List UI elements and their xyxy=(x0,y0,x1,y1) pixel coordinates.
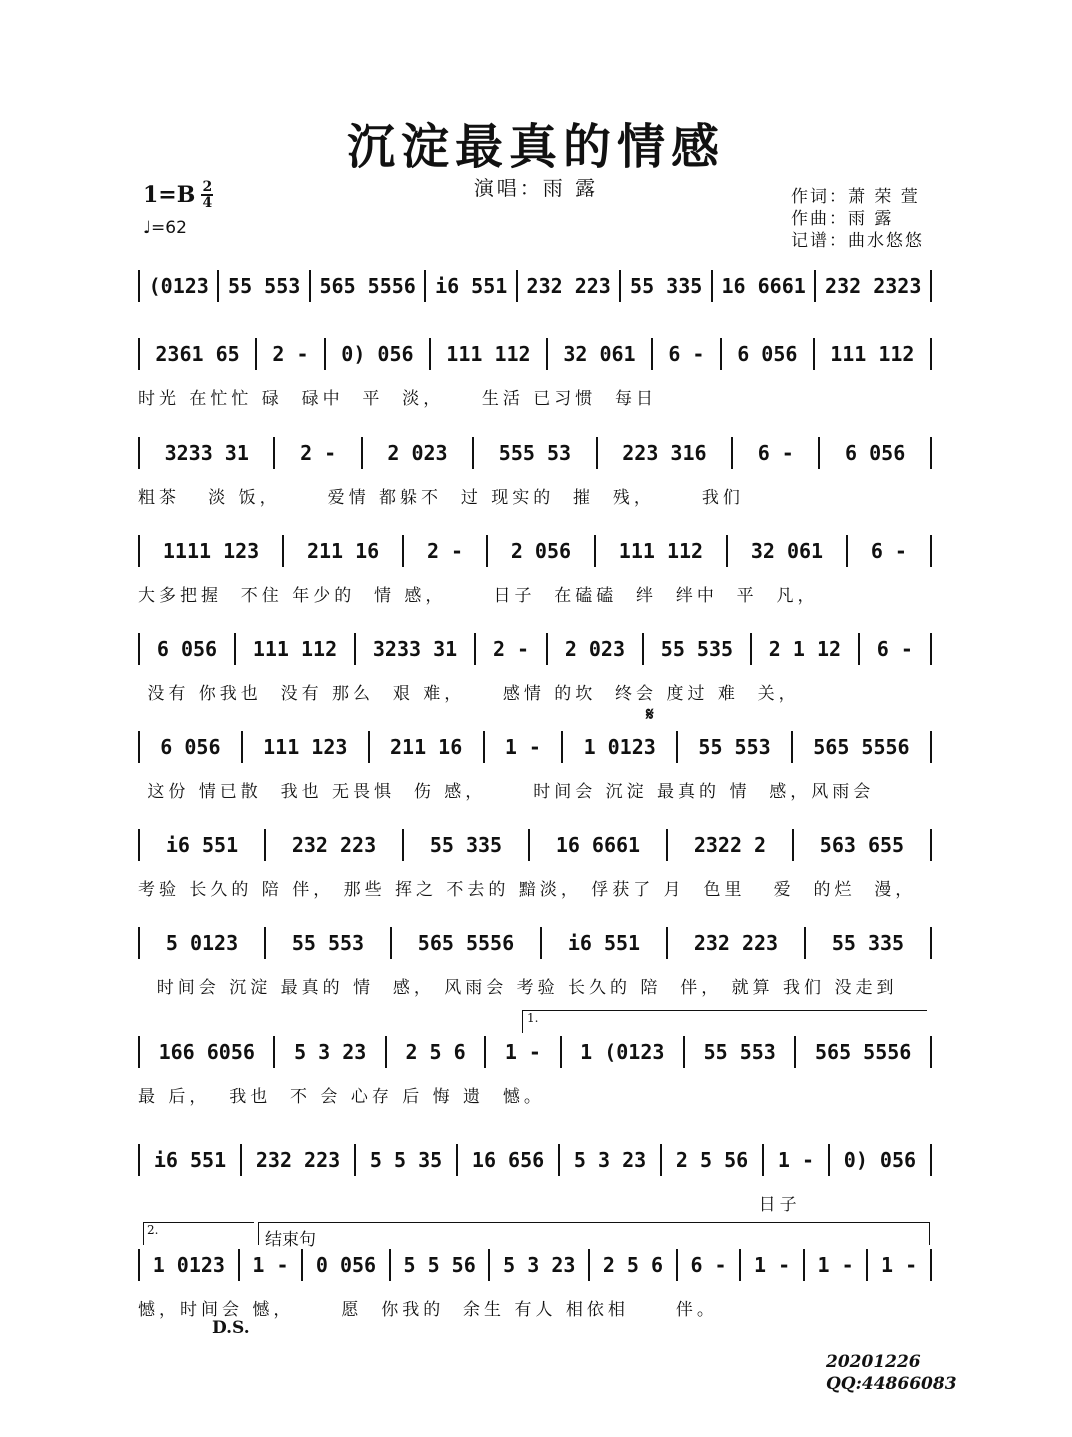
barline xyxy=(930,1249,932,1281)
measure: 6 056 xyxy=(156,637,218,661)
dal-segno-mark: D.S. xyxy=(212,1318,250,1338)
measure: 111 112 xyxy=(446,342,531,366)
barline xyxy=(828,1144,830,1176)
measure: 565 5556 xyxy=(319,274,416,298)
measure: 6 056 xyxy=(737,342,798,366)
barline xyxy=(354,1144,356,1176)
barline xyxy=(138,731,140,763)
barline xyxy=(642,633,644,665)
barline xyxy=(666,829,668,861)
barline xyxy=(138,1249,140,1281)
measure: 5 5 56 xyxy=(403,1253,476,1277)
notation-row xyxy=(138,336,932,372)
lyric-row: 时间会 沉淀 最真的 情 感， 风雨会 考验 长久的 陪 伴， 就算 我们 没走到 xyxy=(138,978,898,998)
measure: 0 056 xyxy=(315,1253,377,1277)
notation-row xyxy=(138,533,932,569)
measure: 2 5 56 xyxy=(675,1148,749,1172)
score-line xyxy=(138,336,932,409)
measure: 1 - xyxy=(753,1253,791,1277)
measure: i6 551 xyxy=(567,931,641,955)
score-line xyxy=(138,435,932,508)
barline xyxy=(683,1036,685,1068)
barline xyxy=(402,829,404,861)
measure: 111 112 xyxy=(830,342,915,366)
measure: 232 223 xyxy=(291,833,377,857)
barline xyxy=(368,731,370,763)
barline xyxy=(474,633,476,665)
barline xyxy=(138,338,140,370)
barline xyxy=(389,1249,391,1281)
lyric-row: 日子 xyxy=(138,1195,801,1215)
score-line xyxy=(138,729,932,802)
measure: 2 5 6 xyxy=(602,1253,664,1277)
measure: 565 5556 xyxy=(417,931,515,955)
barline xyxy=(711,270,713,302)
measure: 1 0123 xyxy=(583,735,656,759)
measure: 565 5556 xyxy=(814,1040,912,1064)
barline xyxy=(484,1036,486,1068)
measure: 5 0123 xyxy=(165,931,239,955)
barline xyxy=(930,437,932,469)
measure: 111 112 xyxy=(618,539,704,563)
barline xyxy=(238,1249,240,1281)
measure: 55 553 xyxy=(703,1040,776,1064)
barline xyxy=(726,535,728,567)
singer-credit: 演唱：雨 露 xyxy=(473,176,599,200)
barline xyxy=(385,1036,387,1068)
measure: 565 5556 xyxy=(813,735,910,759)
measure: 211 16 xyxy=(306,539,380,563)
barline xyxy=(930,270,932,302)
measure: 1 (0123 xyxy=(580,1040,665,1064)
measure: 55 335 xyxy=(429,833,503,857)
measure: 32 061 xyxy=(563,342,636,366)
first-ending-bracket: 1. xyxy=(522,1010,927,1033)
measure: 16 656 xyxy=(471,1148,545,1172)
barline xyxy=(486,535,488,567)
barline xyxy=(324,338,326,370)
lyric-row: 这份 情已散 我也 无畏惧 伤 感， 时间会 沉淀 最真的 情 感，风雨会 xyxy=(138,782,875,802)
measure: 0) 056 xyxy=(843,1148,917,1172)
notation-row xyxy=(138,631,932,667)
composer-credit: 作曲：雨 露 xyxy=(791,209,894,229)
measure: 6 056 xyxy=(845,441,906,465)
barline xyxy=(596,437,598,469)
measure: 2 023 xyxy=(564,637,626,661)
measure: 166 6056 xyxy=(158,1040,255,1064)
barline xyxy=(301,1249,303,1281)
barline xyxy=(858,633,860,665)
notation-row xyxy=(138,827,932,863)
measure: 2 - xyxy=(426,539,464,563)
lyric-row: 没有 你我也 没有 那么 艰 难， 感情 的坎 终会 度过 难 关， xyxy=(138,684,800,704)
measure: 0) 056 xyxy=(341,342,414,366)
barline xyxy=(361,437,363,469)
measure: 1 - xyxy=(252,1253,289,1277)
notation-row xyxy=(138,925,932,961)
measure: 1 - xyxy=(817,1253,854,1277)
date-stamp: 20201226 xyxy=(826,1352,921,1372)
second-ending-bracket: 2. xyxy=(143,1222,254,1245)
lyric-row: 大多把握 不住 年少的 情 感， 日子 在磕磕 绊 绊中 平 凡， xyxy=(138,586,819,606)
measure: 211 16 xyxy=(390,735,463,759)
score-line xyxy=(138,1034,932,1107)
lyric-row: 粗茶 淡 饭， 爱情 都躲不 过 现实的 摧 残， 我们 xyxy=(138,488,744,508)
barline xyxy=(594,535,596,567)
measure: 16 6661 xyxy=(555,833,641,857)
measure: 563 655 xyxy=(819,833,905,857)
barline xyxy=(138,1036,140,1068)
barline xyxy=(402,535,404,567)
measure: 232 223 xyxy=(255,1148,341,1172)
measure: 2 - xyxy=(300,441,337,465)
barline xyxy=(803,1249,805,1281)
lyricist-credit: 作词：萧 荣 萱 xyxy=(791,187,920,207)
barline xyxy=(138,437,140,469)
barline xyxy=(138,829,140,861)
barline xyxy=(456,1144,458,1176)
barline xyxy=(814,270,816,302)
barline xyxy=(558,1144,560,1176)
barline xyxy=(792,829,794,861)
key-signature xyxy=(143,180,213,210)
measure: 6 - xyxy=(668,342,705,366)
measure: 5 3 23 xyxy=(503,1253,576,1277)
measure: 2 023 xyxy=(387,441,448,465)
barline xyxy=(930,829,932,861)
notation-row xyxy=(138,1247,932,1283)
measure: 55 553 xyxy=(698,735,771,759)
measure: 1 - xyxy=(504,1040,541,1064)
measure: 3233 31 xyxy=(372,637,458,661)
measure: 3233 31 xyxy=(164,441,249,465)
score-line xyxy=(138,1142,932,1215)
barline xyxy=(930,927,932,959)
notation-row xyxy=(138,268,932,304)
measure: i6 551 xyxy=(153,1148,227,1172)
barline xyxy=(619,270,621,302)
measure: 2322 2 xyxy=(693,833,767,857)
barline xyxy=(217,270,219,302)
barline xyxy=(930,731,932,763)
barline xyxy=(234,633,236,665)
score-line xyxy=(138,925,932,998)
segno-sign: 𝄋 xyxy=(646,704,654,725)
barline xyxy=(560,1036,562,1068)
measure: (0123 xyxy=(148,274,209,298)
barline xyxy=(794,1036,796,1068)
barline xyxy=(483,731,485,763)
ending-section-bracket: 结束句 xyxy=(258,1222,930,1245)
lyric-row: 考验 长久的 陪 伴， 那些 挥之 不去的 黯淡， 俘获了 月 色里 爱 的烂 漫， xyxy=(138,880,917,900)
barline xyxy=(546,633,548,665)
qq-contact: QQ:44866083 xyxy=(826,1374,957,1394)
lyric-row: 憾，时间会 憾， 愿 你我的 余生 有人 相依相 伴。 xyxy=(138,1300,718,1320)
measure: 2 056 xyxy=(510,539,572,563)
barline xyxy=(309,270,311,302)
measure: 6 - xyxy=(690,1253,727,1277)
measure: 2361 65 xyxy=(155,342,240,366)
barline xyxy=(138,927,140,959)
measure: 16 6661 xyxy=(721,274,806,298)
measure: 6 - xyxy=(757,441,794,465)
measure: 55 553 xyxy=(228,274,301,298)
measure: 232 2323 xyxy=(825,274,922,298)
barline xyxy=(739,1249,741,1281)
barline xyxy=(561,731,563,763)
barline xyxy=(424,270,426,302)
barline xyxy=(866,1249,868,1281)
measure: 555 53 xyxy=(498,441,572,465)
score-line xyxy=(138,533,932,606)
notation-row xyxy=(138,1142,932,1178)
barline xyxy=(546,338,548,370)
barline xyxy=(138,1144,140,1176)
measure: 6 - xyxy=(870,539,907,563)
barline xyxy=(429,338,431,370)
measure: 2 1 12 xyxy=(768,637,842,661)
barline xyxy=(804,927,806,959)
barline xyxy=(528,829,530,861)
measure: 6 - xyxy=(876,637,913,661)
measure: 6 056 xyxy=(160,735,221,759)
measure: 1 - xyxy=(777,1148,815,1172)
barline xyxy=(540,927,542,959)
barline xyxy=(930,338,932,370)
measure: 2 5 6 xyxy=(405,1040,466,1064)
barline xyxy=(846,535,848,567)
score-line xyxy=(138,631,932,704)
measure: 5 3 23 xyxy=(573,1148,647,1172)
score-line xyxy=(138,827,932,900)
barline xyxy=(264,829,266,861)
barline xyxy=(138,633,140,665)
barline xyxy=(818,437,820,469)
measure: 32 061 xyxy=(750,539,824,563)
measure: 55 335 xyxy=(630,274,703,298)
barline xyxy=(273,1036,275,1068)
barline xyxy=(264,927,266,959)
barline xyxy=(488,1249,490,1281)
measure: 223 316 xyxy=(622,441,707,465)
barline xyxy=(138,270,140,302)
measure: 2 - xyxy=(272,342,309,366)
measure: 55 535 xyxy=(660,637,734,661)
barline xyxy=(731,437,733,469)
barline xyxy=(930,1144,932,1176)
measure: 5 3 23 xyxy=(294,1040,367,1064)
measure: 111 123 xyxy=(263,735,348,759)
transcriber-credit: 记谱：曲水悠悠 xyxy=(791,231,924,251)
barline xyxy=(354,633,356,665)
barline xyxy=(588,1249,590,1281)
notation-row xyxy=(138,1034,932,1070)
barline xyxy=(762,1144,764,1176)
measure: 1111 123 xyxy=(162,539,260,563)
barline xyxy=(930,633,932,665)
notation-row xyxy=(138,435,932,471)
barline xyxy=(240,1144,242,1176)
measure: 111 112 xyxy=(252,637,338,661)
notation-row xyxy=(138,729,932,765)
key-label: 1=B xyxy=(143,182,196,208)
barline xyxy=(930,535,932,567)
measure: 1 - xyxy=(881,1253,918,1277)
score-line xyxy=(138,268,932,316)
score-line xyxy=(138,1247,932,1320)
measure: i6 551 xyxy=(165,833,239,857)
measure: 232 223 xyxy=(526,274,611,298)
barline xyxy=(241,731,243,763)
measure: 232 223 xyxy=(693,931,779,955)
barline xyxy=(676,1249,678,1281)
barline xyxy=(273,437,275,469)
barline xyxy=(651,338,653,370)
measure: 1 0123 xyxy=(152,1253,225,1277)
measure: 2 - xyxy=(492,637,530,661)
credits-block xyxy=(791,186,924,252)
barline xyxy=(930,1036,932,1068)
tempo-mark: ♩=62 xyxy=(143,218,187,238)
measure: 55 553 xyxy=(291,931,365,955)
measure: 5 5 35 xyxy=(369,1148,443,1172)
barline xyxy=(660,1144,662,1176)
measure: i6 551 xyxy=(435,274,508,298)
barline xyxy=(472,437,474,469)
song-title: 沉淀最真的情感 xyxy=(346,119,725,175)
barline xyxy=(720,338,722,370)
barline xyxy=(255,338,257,370)
time-signature: $\frac{2}{4}$ xyxy=(202,179,213,211)
measure: 55 335 xyxy=(831,931,905,955)
barline xyxy=(516,270,518,302)
barline xyxy=(666,927,668,959)
barline xyxy=(138,535,140,567)
barline xyxy=(282,535,284,567)
barline xyxy=(676,731,678,763)
lyric-row: 时光 在忙忙 碌 碌中 平 淡， 生活 已习惯 每日 xyxy=(138,389,658,409)
barline xyxy=(791,731,793,763)
barline xyxy=(813,338,815,370)
barline xyxy=(390,927,392,959)
barline xyxy=(750,633,752,665)
measure: 1 - xyxy=(504,735,541,759)
lyric-row: 最 后， 我也 不 会 心存 后 悔 遗 憾。 xyxy=(138,1087,545,1107)
